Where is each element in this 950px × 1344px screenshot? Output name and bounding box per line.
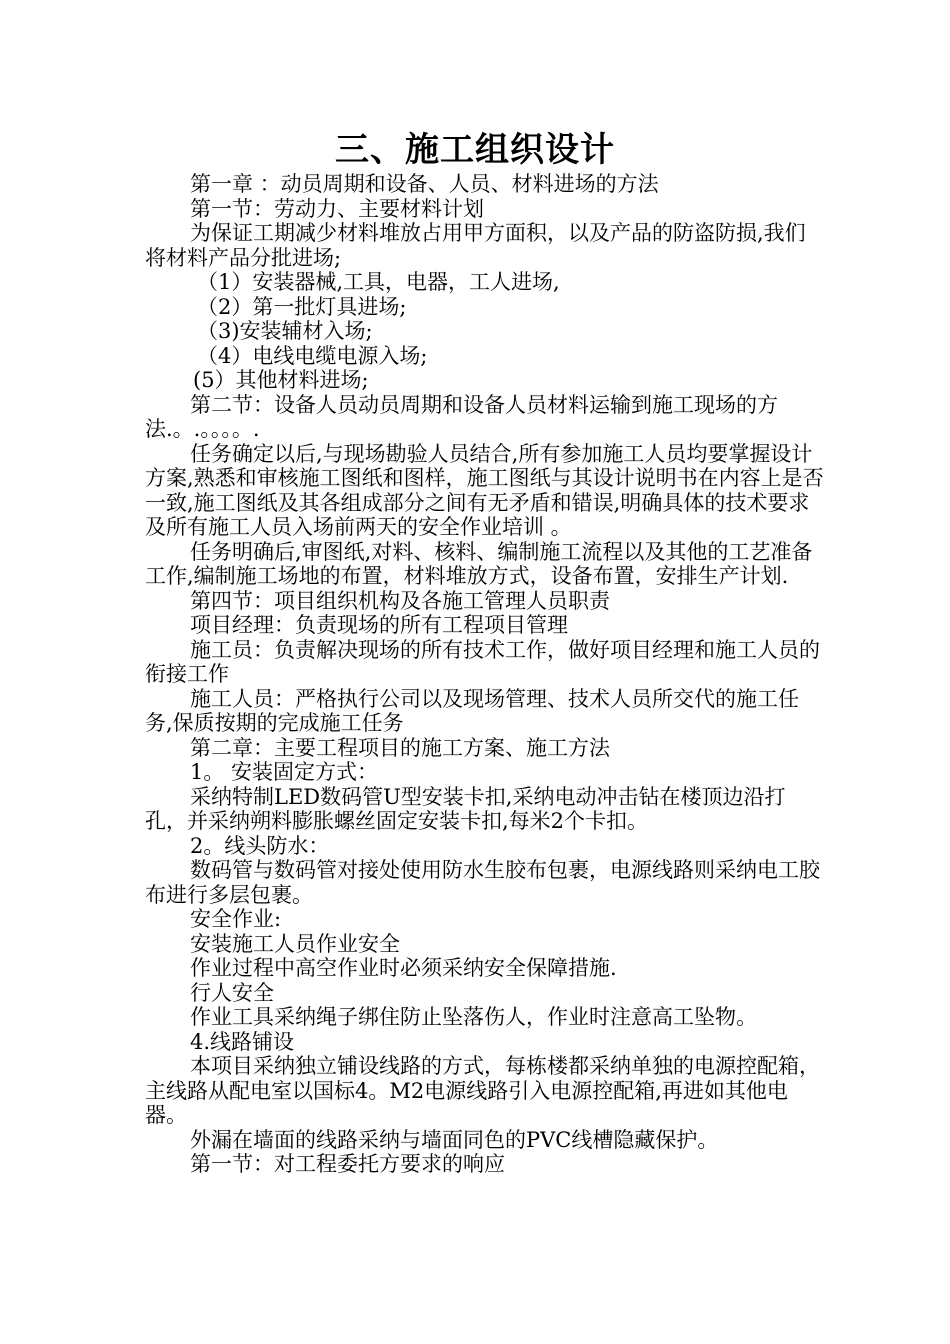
- list-item: （4）电线电缆电源入场;: [197, 343, 428, 368]
- paragraph: 采纳特制LED数码管U型安装卡扣,采纳电动冲击钻在楼顶边沿打孔，并采纳朔料膨胀螺丝固定安装卡扣,每米2个卡扣。: [145, 784, 786, 833]
- paragraph: 安装施工人员作业安全: [190, 931, 400, 956]
- subsection-heading: 安全作业:: [190, 907, 282, 931]
- section-heading: 第一节：对工程委托方要求的响应: [190, 1152, 505, 1176]
- list-item: （1）安装器械,工具，电器，工人进场,: [197, 270, 560, 294]
- chapter-heading: 第二章：主要工程项目的施工方案、施工方法: [190, 735, 610, 760]
- subsection-heading: 1。 安装固定方式：: [190, 760, 379, 784]
- paragraph: 行人安全: [190, 980, 274, 1005]
- paragraph: 任务确定以后,与现场勘验人员结合,所有参加施工人员均要掌握设计方案,熟悉和审核施工图纸和图样，施工图纸与其设计说明书在内容上是否一致,施工图纸及其各组成部分之间有无矛盾和错误,明确具体的技术要求及所有施工人员入场前两天的安全作业培训 。: [145, 441, 824, 539]
- list-item: (5）其他材料进场;: [193, 368, 369, 392]
- paragraph: 施工员：负责解决现场的所有技术工作，做好项目经理和施工人员的衔接工作: [145, 637, 820, 686]
- page-title: 三、施工组织设计: [335, 130, 615, 170]
- subsection-heading: 4.线路铺设: [190, 1029, 295, 1054]
- paragraph: 作业工具采纳绳子绑住防止坠落伤人，作业时注意高工坠物。: [190, 1005, 757, 1029]
- subsection-heading: 2。线头防水：: [190, 833, 330, 858]
- paragraph: 任务明确后,审图纸,对料、核料、编制施工流程以及其他的工艺准备工作,编制施工场地的布置，材料堆放方式，设备布置，安排生产计划.: [145, 539, 813, 588]
- document-body: [145, 172, 825, 1177]
- chapter-heading: 第一章 ：动员周期和设备、人员、材料进场的方法: [190, 172, 659, 196]
- paragraph: 为保证工期减少材料堆放占用甲方面积，以及产品的防盗防损,我们将材料产品分批进场;: [145, 221, 806, 270]
- list-item: （3)安装辅材入场;: [197, 319, 373, 343]
- paragraph: 本项目采纳独立铺设线路的方式，每栋楼都采纳单独的电源控配箱，主线路从配电室以国标4。M2电源线路引入电源控配箱,再进如其他电器。: [145, 1054, 820, 1127]
- section-heading: 第一节：劳动力、主要材料计划: [190, 196, 484, 221]
- paragraph: 项目经理：负责现场的所有工程项目管理: [190, 613, 568, 637]
- paragraph: 作业过程中高空作业时必须采纳安全保障措施.: [190, 956, 617, 980]
- paragraph: 数码管与数码管对接处使用防水生胶布包裹，电源线路则采纳电工胶布进行多层包裹。: [145, 858, 820, 907]
- paragraph: 外漏在墙面的线路采纳与墙面同色的PVC线槽隐藏保护。: [190, 1127, 719, 1152]
- paragraph: 施工人员：严格执行公司以及现场管理、技术人员所交代的施工任务,保质按期的完成施工任务: [145, 686, 799, 735]
- list-item: （2）第一批灯具进场;: [197, 294, 407, 319]
- section-heading: 第二节：设备人员动员周期和设备人员材料运输到施工现场的方法.。.。。。。.: [145, 392, 778, 441]
- section-heading: 第四节：项目组织机构及各施工管理人员职责: [190, 588, 610, 613]
